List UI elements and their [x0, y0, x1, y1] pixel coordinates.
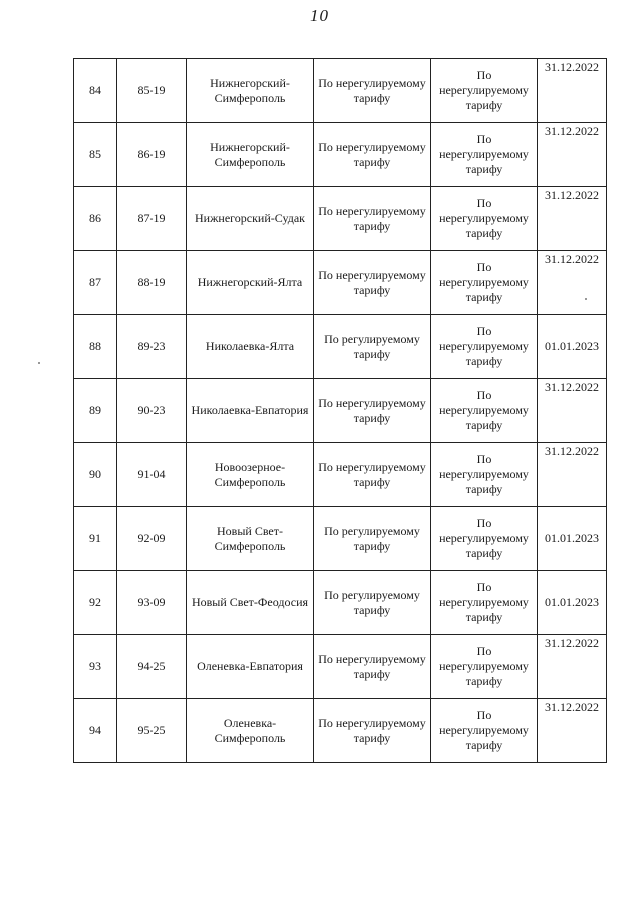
date: 31.12.2022	[538, 59, 607, 123]
route-code: 87-19	[117, 187, 187, 251]
date: 31.12.2022	[538, 379, 607, 443]
scan-speck	[38, 362, 40, 364]
route-code: 89-23	[117, 315, 187, 379]
route-code: 91-04	[117, 443, 187, 507]
row-number: 93	[74, 635, 117, 699]
table-row	[74, 315, 607, 379]
route-code: 94-25	[117, 635, 187, 699]
row-number: 89	[74, 379, 117, 443]
tariff-type: По нерегулируемому тарифу	[314, 443, 431, 507]
route-name: Нижнегорский-Симферополь	[187, 59, 314, 123]
tariff-type: По нерегулируемому тарифу	[314, 123, 431, 187]
tariff-type-2: По нерегулируемому тарифу	[431, 571, 538, 635]
tariff-type-2: По нерегулируемому тарифу	[431, 187, 538, 251]
scan-speck	[585, 298, 587, 300]
route-name: Новоозерное-Симферополь	[187, 443, 314, 507]
date: 31.12.2022	[538, 699, 607, 763]
route-code: 90-23	[117, 379, 187, 443]
table-row	[74, 635, 607, 699]
row-number: 91	[74, 507, 117, 571]
date: 01.01.2023	[538, 571, 607, 635]
tariff-type: По нерегулируемому тарифу	[314, 59, 431, 123]
date: 01.01.2023	[538, 315, 607, 379]
row-number: 86	[74, 187, 117, 251]
table-row	[74, 699, 607, 763]
table-row	[74, 251, 607, 315]
tariff-type-2: По нерегулируемому тарифу	[431, 59, 538, 123]
table-row	[74, 443, 607, 507]
route-name: Николаевка-Евпатория	[187, 379, 314, 443]
tariff-type: По нерегулируемому тарифу	[314, 379, 431, 443]
table-row	[74, 571, 607, 635]
tariff-type: По нерегулируемому тарифу	[314, 635, 431, 699]
tariff-type-2: По нерегулируемому тарифу	[431, 443, 538, 507]
tariff-type: По регулируемому тарифу	[314, 571, 431, 635]
route-code: 95-25	[117, 699, 187, 763]
routes-table-body	[74, 59, 607, 763]
route-code: 88-19	[117, 251, 187, 315]
tariff-type-2: По нерегулируемому тарифу	[431, 123, 538, 187]
page-number: 10	[310, 6, 329, 25]
route-name: Новый Свет-Феодосия	[187, 571, 314, 635]
route-name: Оленевка-Евпатория	[187, 635, 314, 699]
tariff-type: По нерегулируемому тарифу	[314, 699, 431, 763]
table-row	[74, 379, 607, 443]
table-row	[74, 187, 607, 251]
table-row	[74, 123, 607, 187]
tariff-type-2: По нерегулируемому тарифу	[431, 251, 538, 315]
row-number: 87	[74, 251, 117, 315]
date: 31.12.2022	[538, 443, 607, 507]
tariff-type-2: По нерегулируемому тарифу	[431, 699, 538, 763]
row-number: 94	[74, 699, 117, 763]
date: 31.12.2022	[538, 123, 607, 187]
date: 31.12.2022	[538, 251, 607, 315]
tariff-type-2: По нерегулируемому тарифу	[431, 635, 538, 699]
date: 01.01.2023	[538, 507, 607, 571]
tariff-type: По нерегулируемому тарифу	[314, 187, 431, 251]
table-row	[74, 59, 607, 123]
row-number: 88	[74, 315, 117, 379]
route-code: 92-09	[117, 507, 187, 571]
route-name: Нижнегорский-Судак	[187, 187, 314, 251]
tariff-type-2: По нерегулируемому тарифу	[431, 315, 538, 379]
row-number: 84	[74, 59, 117, 123]
date: 31.12.2022	[538, 635, 607, 699]
date: 31.12.2022	[538, 187, 607, 251]
route-code: 93-09	[117, 571, 187, 635]
route-name: Николаевка-Ялта	[187, 315, 314, 379]
row-number: 85	[74, 123, 117, 187]
tariff-type: По нерегулируемому тарифу	[314, 251, 431, 315]
tariff-type: По регулируемому тарифу	[314, 507, 431, 571]
tariff-type: По регулируемому тарифу	[314, 315, 431, 379]
route-name: Нижнегорский-Симферополь	[187, 123, 314, 187]
route-code: 85-19	[117, 59, 187, 123]
route-name: Нижнегорский-Ялта	[187, 251, 314, 315]
row-number: 92	[74, 571, 117, 635]
route-name: Оленевка-Симферополь	[187, 699, 314, 763]
tariff-type-2: По нерегулируемому тарифу	[431, 379, 538, 443]
tariff-type-2: По нерегулируемому тарифу	[431, 507, 538, 571]
route-code: 86-19	[117, 123, 187, 187]
route-name: Новый Свет-Симферополь	[187, 507, 314, 571]
row-number: 90	[74, 443, 117, 507]
routes-table	[73, 58, 607, 763]
table-row	[74, 507, 607, 571]
